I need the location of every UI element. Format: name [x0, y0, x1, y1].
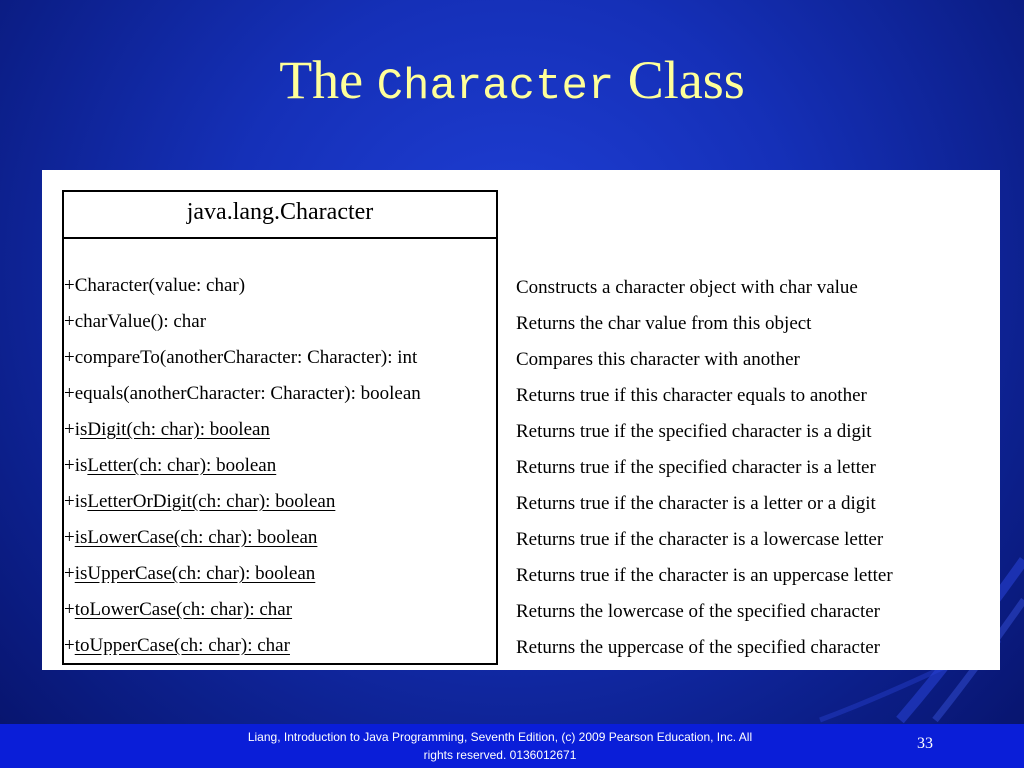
method-name: sDigit(ch: char): boolean — [80, 419, 270, 440]
method-signature — [64, 598, 292, 622]
uml-class-name: java.lang.Character — [62, 190, 498, 237]
footer-line-1: Liang, Introduction to Java Programming, Seventh Edition, (c) 2009 Pearson Education, Inc. All — [247, 730, 753, 744]
method-name: equals(anotherCharacter: Character): boolean — [74, 383, 421, 404]
method-description: Returns true if the specified character is a digit — [516, 421, 872, 442]
slide-title — [0, 48, 1024, 119]
method-signature — [64, 274, 245, 298]
method-prefix: + — [64, 383, 75, 404]
method-signature — [64, 634, 290, 658]
method-name: compareTo(anotherCharacter: Character): int — [74, 347, 418, 368]
method-prefix: +i — [64, 419, 80, 440]
method-name: LetterOrDigit(ch: char): boolean — [87, 491, 336, 512]
method-name: toUpperCase(ch: char): char — [74, 635, 290, 656]
method-description: Returns true if the character is a lowercase letter — [516, 529, 884, 550]
footer-bar — [0, 724, 1024, 768]
page-number: 33 — [917, 735, 933, 752]
title-code: Character — [376, 62, 615, 112]
method-prefix: +is — [64, 491, 88, 512]
method-signature — [64, 310, 206, 334]
method-signature — [64, 562, 315, 586]
title-prefix: The — [279, 50, 364, 110]
footer-line-2: rights reserved. 0136012671 — [423, 748, 577, 762]
method-signature — [64, 526, 317, 550]
method-description: Returns true if the character is an uppercase letter — [516, 565, 893, 586]
method-description: Returns true if this character equals to another — [516, 385, 867, 406]
method-prefix: + — [64, 599, 75, 620]
method-description: Returns the char value from this object — [516, 313, 812, 334]
method-description: Returns true if the character is a letter or a digit — [516, 493, 876, 514]
method-name: charValue(): char — [74, 311, 207, 332]
method-signature — [64, 346, 417, 370]
method-prefix: + — [64, 563, 75, 584]
method-description: Returns the uppercase of the specified character — [516, 637, 880, 658]
method-prefix: + — [64, 527, 75, 548]
method-name: isLowerCase(ch: char): boolean — [74, 527, 318, 548]
method-prefix: +is — [64, 455, 88, 476]
method-name: Letter(ch: char): boolean — [87, 455, 277, 476]
method-prefix: + — [64, 311, 75, 332]
method-signature — [64, 418, 270, 442]
method-description: Compares this character with another — [516, 349, 800, 370]
method-prefix: + — [64, 275, 75, 296]
method-prefix: + — [64, 635, 75, 656]
title-suffix: Class — [627, 50, 745, 110]
method-signature — [64, 454, 276, 478]
method-prefix: + — [64, 347, 75, 368]
method-description: Returns true if the specified character is a letter — [516, 457, 876, 478]
method-description: Constructs a character object with char value — [516, 277, 858, 298]
uml-panel — [42, 170, 1000, 670]
method-name: toLowerCase(ch: char): char — [74, 599, 293, 620]
method-signature — [64, 490, 335, 514]
method-signature — [64, 382, 421, 406]
footer-copyright — [190, 728, 810, 764]
method-name: Character(value: char) — [74, 275, 246, 296]
method-name: isUpperCase(ch: char): boolean — [74, 563, 316, 584]
method-description: Returns the lowercase of the specified character — [516, 601, 880, 622]
